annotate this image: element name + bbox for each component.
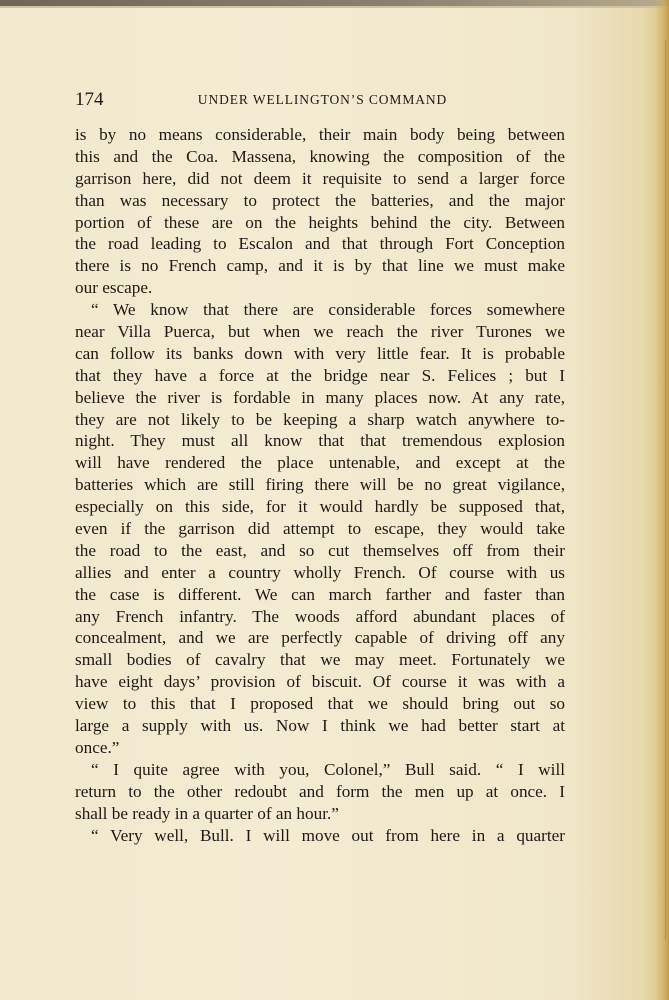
text-line: view to this that I proposed that we should bring out so bbox=[75, 694, 565, 714]
text-line: even if the garrison did attempt to escape, they would take bbox=[75, 519, 565, 539]
text-line: shall be ready in a quarter of an hour.” bbox=[75, 803, 339, 823]
text-line: “ Very well, Bull. I will move out from here in a quarter bbox=[91, 825, 565, 845]
text-line: night. They must all know that that tremendous explosion bbox=[75, 431, 565, 451]
body-text bbox=[75, 124, 565, 846]
text-line: large a supply with us. Now I think we had better start at bbox=[75, 716, 565, 736]
text-line: that they have a force at the bridge near S. Felices ; but I bbox=[75, 365, 565, 385]
text-line: once.” bbox=[75, 737, 120, 757]
page-header bbox=[75, 88, 570, 112]
text-line: concealment, and we are perfectly capable of driving off any bbox=[75, 628, 565, 648]
text-line: believe the river is fordable in many places now. At any rate, bbox=[75, 387, 565, 407]
page-edge-line bbox=[665, 40, 666, 940]
text-line: “ I quite agree with you, Colonel,” Bull said. “ I will bbox=[91, 759, 565, 779]
text-line: portion of these are on the heights behind the city. Between bbox=[75, 212, 565, 232]
text-line: there is no French camp, and it is by that line we must make bbox=[75, 256, 565, 276]
text-line: will have rendered the place untenable, and except at the bbox=[75, 453, 565, 473]
text-line: “ We know that there are considerable forces somewhere bbox=[91, 300, 565, 320]
text-line: allies and enter a country wholly French. Of course with us bbox=[75, 562, 565, 582]
text-line: the case is different. We can march farther and faster than bbox=[75, 584, 565, 604]
text-line: batteries which are still firing there will be no great vigilance, bbox=[75, 475, 565, 495]
text-line: have eight days’ provision of biscuit. Of course it was with a bbox=[75, 672, 565, 692]
text-line: this and the Coa. Massena, knowing the composition of the bbox=[75, 146, 565, 166]
text-line: return to the other redoubt and form the men up at once. I bbox=[75, 781, 565, 801]
text-line: small bodies of cavalry that we may meet. Fortunately we bbox=[75, 650, 565, 670]
page-edge-shadow bbox=[655, 0, 669, 1000]
text-line: any French infantry. The woods afford abundant places of bbox=[75, 606, 565, 626]
text-line: is by no means considerable, their main body being between bbox=[75, 125, 565, 144]
text-line: our escape. bbox=[75, 278, 153, 298]
text-line: than was necessary to protect the batteries, and the major bbox=[75, 190, 565, 210]
text-line: can follow its banks down with very little fear. It is probable bbox=[75, 343, 565, 363]
top-border-shadow bbox=[0, 6, 669, 8]
text-line: they are not likely to be keeping a sharp watch anywhere to- bbox=[75, 409, 565, 429]
running-head: UNDER WELLINGTON’S COMMAND bbox=[197, 92, 448, 107]
text-line: the road leading to Escalon and that through Fort Conception bbox=[75, 234, 565, 254]
text-line: the road to the east, and so cut themselves off from their bbox=[75, 540, 565, 560]
text-line: especially on this side, for it would hardly be supposed that, bbox=[75, 497, 565, 517]
page-number: 174 bbox=[75, 89, 104, 110]
text-line: garrison here, did not deem it requisite to send a larger force bbox=[75, 168, 565, 188]
text-line: near Villa Puerca, but when we reach the river Turones we bbox=[75, 322, 565, 342]
